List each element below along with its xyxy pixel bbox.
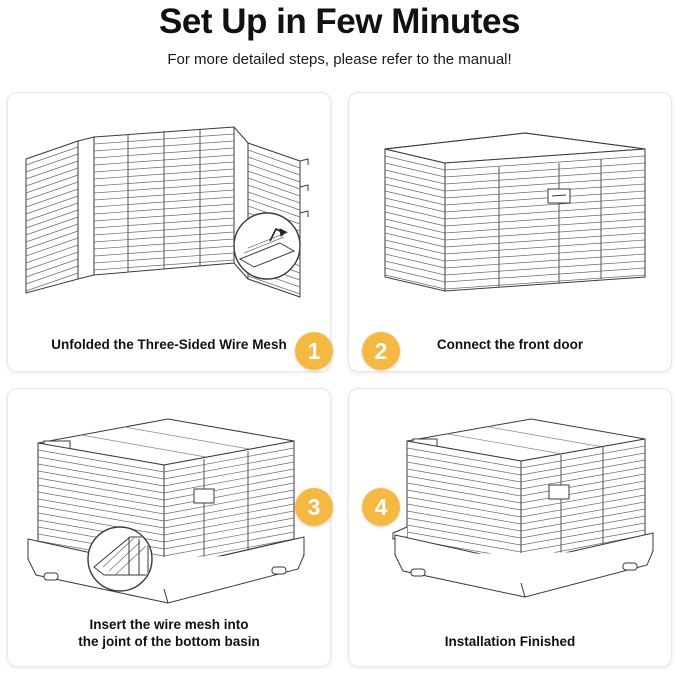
step-card-4	[348, 388, 672, 667]
step-number-badge-1: 1	[295, 332, 333, 370]
step-number-badge-3: 3	[295, 488, 333, 526]
steps-grid	[7, 92, 672, 667]
page-title: Set Up in Few Minutes	[159, 2, 520, 41]
step-3-illustration	[8, 397, 330, 607]
step-3-caption	[8, 616, 330, 650]
step-3-caption-line-1: Insert the wire mesh into	[89, 617, 249, 632]
step-card-2	[348, 92, 672, 372]
step-number-badge-2: 2	[362, 332, 400, 370]
step-card-1	[7, 92, 331, 372]
step-2-illustration	[349, 101, 671, 311]
step-1-illustration	[8, 101, 330, 311]
step-4-caption: Installation Finished	[444, 634, 576, 649]
step-1-caption: Unfolded the Three-Sided Wire Mesh	[51, 337, 287, 352]
step-2-caption: Connect the front door	[436, 337, 584, 352]
step-number-badge-4: 4	[362, 488, 400, 526]
page-subtitle: For more detailed steps, please refer to the manual!	[167, 51, 512, 68]
page-header	[0, 0, 679, 69]
step-3-caption-line-2: the joint of the bottom basin	[78, 634, 260, 649]
step-card-3	[7, 388, 331, 667]
